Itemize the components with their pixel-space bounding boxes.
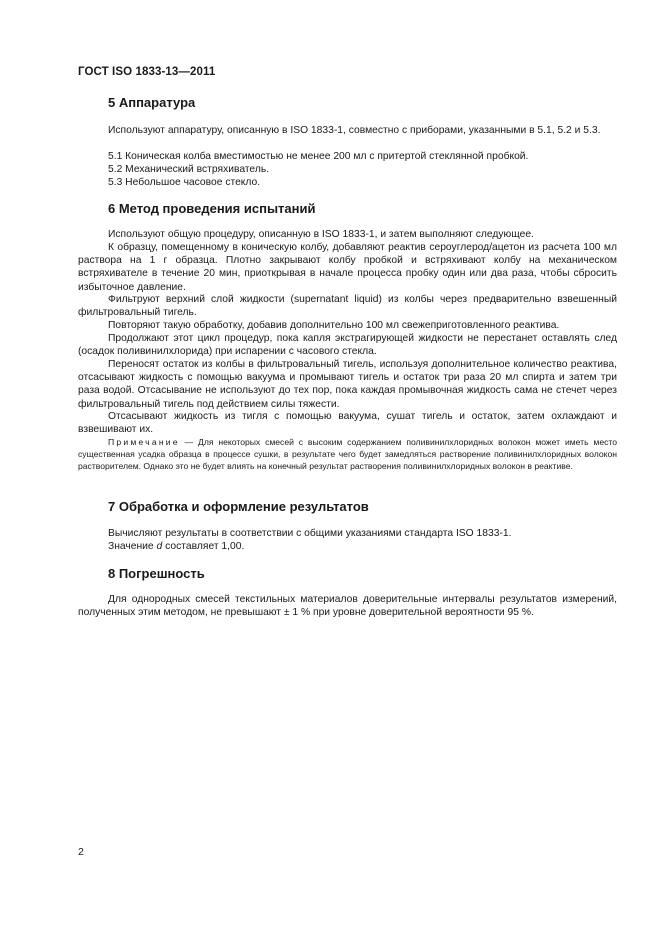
section-6-para-2: К образцу, помещенному в коническую колбу, добавляют реактив сероуглерод/ацетон из расчета 100 мл раствора на 1 г образца. Плотно закрывают колбу пробкой и встряхивают колбу на механическом встряхивателе в течение 20 мин, приоткрывая в начале процесса пробку один или два раза, чтобы сбросить избыточное давление. — [78, 242, 617, 293]
section-6-para-6: Переносят остаток из колбы в фильтровальный тигель, используя дополнительное количество реактива, отсасывают жидкость с помощью вакуума и промывают тигель и остаток три раза 20 мл спирта и затем три раза водой. Отсасывание не используют до тех пор, пока каждая промывочная жидкость сама не стечет через фильтровальный тигель под действием силы тяжести. — [78, 359, 617, 410]
section-5-title: 5 Аппаратура — [108, 95, 196, 110]
section-5-item-1: 5.1 Коническая колба вместимостью не менее 200 мл с притертой стеклянной пробкой. — [108, 151, 529, 162]
section-6-para-5: Продолжают этот цикл процедур, пока капля экстрагирующей жидкости не перестанет оставлять след (осадок поливинилхлорида) при испарении с часового стекла. — [78, 333, 617, 358]
page-number: 2 — [78, 846, 84, 858]
d-variable: d — [156, 541, 163, 552]
section-6-para-1: Используют общую процедуру, описанную в ISO 1833-1, и затем выполняют следующее. — [108, 229, 534, 240]
section-6-para-7: Отсасывают жидкость из тигля с помощью вакуума, сушат тигель и остаток, затем охлаждают и взвешивают их. — [78, 411, 617, 436]
section-8-title: 8 Погрешность — [108, 566, 205, 581]
section-5-item-3: 5.3 Небольшое часовое стекло. — [108, 177, 261, 188]
d-value-suffix: составляет 1,00. — [165, 541, 245, 552]
section-6-para-4: Повторяют такую обработку, добавив дополнительно 100 мл свежеприготовленного реактива. — [108, 320, 560, 331]
note-text: — Для некоторых смесей с высоким содержанием поливинилхлоридных волокон может иметь место существенная усадка образца в процессе сушки, в результате чего будет замедляться растворение поливинилхлоридных волокон растворителем. Однако это не будет влиять на конечный результат растворения поливинилхлоридных волокон в реактиве. — [78, 437, 618, 472]
section-7-line-2 — [78, 540, 617, 553]
section-7-title: 7 Обработка и оформление результатов — [108, 499, 369, 514]
section-6-note — [78, 436, 617, 473]
note-label: Примечание — [108, 437, 180, 447]
section-7-line-1: Вычисляют результаты в соответствии с общими указаниями стандарта ISO 1833-1. — [108, 528, 512, 539]
section-6-para-3: Фильтруют верхний слой жидкости (supernatant liquid) из колбы через предварительно взвешенный фильтровальный тигель. — [78, 294, 617, 319]
section-5-intro: Используют аппаратуру, описанную в ISO 1833-1, совместно с приборами, указанными в 5.1, 5.2 и 5.3. — [108, 125, 601, 136]
page-header-standard: ГОСТ ISO 1833-13—2011 — [78, 66, 216, 78]
section-5-item-2: 5.2 Механический встряхиватель. — [108, 164, 270, 175]
d-value-prefix: Значение — [108, 541, 154, 552]
section-8-text: Для однородных смесей текстильных материалов доверительные интервалы результатов измерений, полученных этим методом, не превышают ± 1 % при уровне доверительной вероятности 95 %. — [78, 594, 617, 619]
section-6-title: 6 Метод проведения испытаний — [108, 201, 316, 216]
